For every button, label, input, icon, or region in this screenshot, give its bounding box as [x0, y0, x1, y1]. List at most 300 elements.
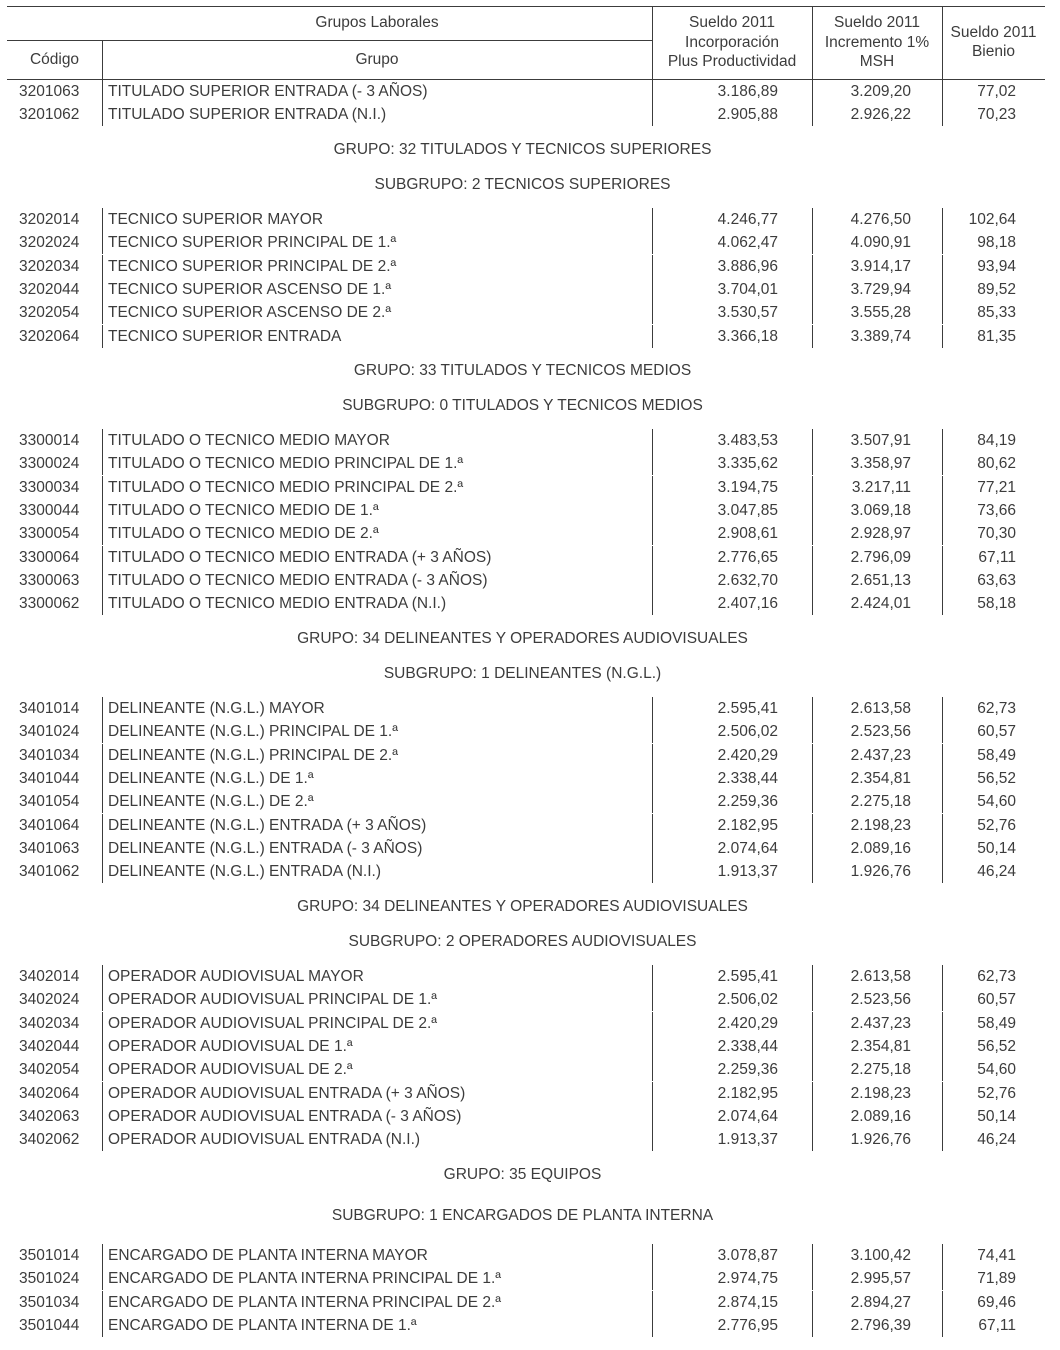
column-divider — [942, 592, 943, 615]
cell-sueldo-incremento: 3.729,94 — [850, 280, 911, 298]
cell-sueldo-incremento: 2.275,18 — [850, 793, 911, 811]
column-divider — [942, 837, 943, 860]
column-divider — [812, 1314, 813, 1337]
cell-sueldo-incorporacion: 2.506,02 — [717, 723, 778, 741]
column-divider — [812, 837, 813, 860]
column-divider — [942, 255, 943, 278]
column-divider — [942, 1105, 943, 1128]
cell-name: OPERADOR AUDIOVISUAL ENTRADA (N.I.) — [108, 1131, 421, 1149]
column-divider — [942, 522, 943, 545]
table-row — [0, 1291, 1060, 1314]
column-divider — [942, 1012, 943, 1035]
cell-name: DELINEANTE (N.G.L.) PRINCIPAL DE 1.ª — [108, 723, 398, 741]
column-divider — [812, 546, 813, 569]
cell-code: 3202014 — [19, 211, 80, 228]
header-col2-line2: Incremento 1% — [824, 34, 930, 51]
column-divider — [652, 1267, 653, 1290]
column-divider — [102, 720, 103, 743]
column-divider — [812, 988, 813, 1011]
column-divider — [812, 522, 813, 545]
table-row — [0, 720, 1060, 743]
column-divider — [102, 860, 103, 883]
cell-name: DELINEANTE (N.G.L.) ENTRADA (N.I.) — [108, 863, 382, 881]
header-grupo: Grupo — [355, 51, 399, 68]
column-divider — [652, 255, 653, 278]
cell-sueldo-incremento: 2.354,81 — [850, 1037, 911, 1055]
cell-sueldo-incorporacion: 3.335,62 — [717, 455, 778, 473]
column-divider — [812, 1105, 813, 1128]
column-divider — [652, 814, 653, 837]
column-divider — [102, 837, 103, 860]
cell-name: TECNICO SUPERIOR PRINCIPAL DE 2.ª — [108, 257, 397, 275]
cell-code: 3300064 — [19, 548, 80, 566]
cell-sueldo-incremento: 3.555,28 — [850, 304, 911, 322]
table-row — [0, 790, 1060, 813]
column-divider — [942, 767, 943, 790]
cell-sueldo-incremento: 2.796,39 — [850, 1316, 911, 1334]
column-divider — [652, 1035, 653, 1058]
cell-name: TITULADO O TECNICO MEDIO ENTRADA (+ 3 AÑOS) — [108, 548, 492, 566]
cell-sueldo-bienio: 74,41 — [977, 1247, 1016, 1264]
table-row — [0, 452, 1060, 475]
cell-sueldo-incremento: 1.926,76 — [850, 863, 911, 881]
table-row — [0, 476, 1060, 499]
column-divider — [942, 1267, 943, 1290]
column-divider — [652, 499, 653, 522]
column-divider — [102, 546, 103, 569]
cell-sueldo-incorporacion: 2.776,65 — [717, 548, 778, 566]
cell-code: 3300044 — [19, 501, 80, 519]
cell-code: 3202054 — [19, 304, 80, 322]
cell-code: 3202034 — [19, 257, 80, 275]
cell-sueldo-bienio: 67,11 — [978, 548, 1016, 566]
cell-sueldo-incorporacion: 3.366,18 — [717, 327, 778, 345]
column-divider — [102, 744, 103, 767]
table-row — [0, 1267, 1060, 1290]
column-divider — [812, 1012, 813, 1035]
column-divider — [102, 814, 103, 837]
cell-sueldo-incremento: 3.358,97 — [850, 455, 911, 473]
cell-sueldo-bienio: 52,76 — [977, 816, 1016, 834]
column-divider — [812, 790, 813, 813]
column-divider — [102, 429, 103, 452]
column-divider — [942, 860, 943, 883]
column-divider — [812, 1244, 813, 1267]
column-divider — [942, 744, 943, 767]
column-divider — [652, 860, 653, 883]
column-divider — [652, 325, 653, 348]
column-divider — [812, 1058, 813, 1081]
column-divider — [652, 1105, 653, 1128]
column-divider — [812, 429, 813, 452]
column-divider — [942, 965, 943, 988]
table-row — [0, 1082, 1060, 1105]
cell-sueldo-incorporacion: 3.047,85 — [717, 501, 778, 519]
cell-sueldo-incremento: 3.507,91 — [850, 432, 911, 449]
cell-name: ENCARGADO DE PLANTA INTERNA PRINCIPAL DE 2.ª — [108, 1293, 502, 1311]
cell-sueldo-bienio: 69,46 — [977, 1293, 1016, 1311]
cell-sueldo-bienio: 77,02 — [977, 83, 1016, 100]
column-divider — [812, 1291, 813, 1314]
table-row — [0, 1128, 1060, 1151]
column-divider — [652, 988, 653, 1011]
cell-sueldo-incorporacion: 2.595,41 — [717, 968, 778, 985]
cell-sueldo-incremento: 2.995,57 — [850, 1270, 911, 1288]
cell-sueldo-incorporacion: 2.182,95 — [717, 816, 778, 834]
column-divider — [812, 231, 813, 254]
column-divider — [812, 720, 813, 743]
cell-sueldo-incremento: 2.651,13 — [850, 571, 911, 589]
column-divider — [652, 837, 653, 860]
table-row — [0, 592, 1060, 615]
column-divider — [102, 1082, 103, 1105]
cell-sueldo-incremento: 2.424,01 — [850, 595, 911, 613]
column-divider — [942, 1291, 943, 1314]
column-divider — [102, 476, 103, 499]
cell-sueldo-incorporacion: 3.886,96 — [717, 257, 778, 275]
column-divider — [812, 814, 813, 837]
cell-sueldo-bienio: 58,49 — [977, 746, 1016, 764]
cell-sueldo-incorporacion: 2.632,70 — [717, 571, 778, 589]
cell-name: DELINEANTE (N.G.L.) DE 2.ª — [108, 793, 314, 811]
cell-sueldo-bienio: 85,33 — [977, 304, 1016, 322]
table-row — [0, 569, 1060, 592]
cell-code: 3300014 — [19, 432, 80, 449]
column-divider — [652, 1314, 653, 1337]
cell-code: 3402064 — [19, 1084, 80, 1102]
column-divider — [102, 1035, 103, 1058]
table-row — [0, 546, 1060, 569]
cell-sueldo-incremento: 3.217,11 — [851, 478, 911, 496]
cell-sueldo-incremento: 2.523,56 — [850, 991, 911, 1009]
group-title: GRUPO: 34 DELINEANTES Y OPERADORES AUDIOVISUALES — [297, 630, 748, 647]
column-divider — [102, 325, 103, 348]
cell-name: DELINEANTE (N.G.L.) PRINCIPAL DE 2.ª — [108, 746, 398, 764]
column-divider — [102, 1128, 103, 1151]
cell-code: 3402034 — [19, 1014, 80, 1032]
cell-code: 3402054 — [19, 1061, 80, 1079]
table-row — [0, 1314, 1060, 1337]
cell-code: 3402063 — [19, 1107, 80, 1125]
cell-sueldo-incorporacion: 2.595,41 — [717, 700, 778, 717]
cell-sueldo-incorporacion: 2.420,29 — [717, 746, 778, 764]
column-divider — [812, 744, 813, 767]
column-divider — [812, 592, 813, 615]
column-divider — [652, 697, 653, 720]
cell-code: 3501044 — [19, 1316, 80, 1334]
column-divider — [652, 592, 653, 615]
cell-code: 3501014 — [19, 1247, 80, 1264]
cell-sueldo-incorporacion: 2.338,44 — [717, 769, 778, 787]
cell-code: 3201063 — [19, 83, 80, 100]
column-divider — [652, 1291, 653, 1314]
cell-sueldo-incremento: 3.389,74 — [850, 327, 911, 345]
cell-sueldo-incremento: 2.198,23 — [850, 1084, 911, 1102]
column-divider — [812, 452, 813, 475]
cell-name: ENCARGADO DE PLANTA INTERNA DE 1.ª — [108, 1316, 417, 1334]
cell-name: OPERADOR AUDIOVISUAL MAYOR — [108, 968, 364, 985]
cell-name: OPERADOR AUDIOVISUAL PRINCIPAL DE 2.ª — [108, 1014, 438, 1032]
table-row — [0, 965, 1060, 988]
cell-name: TITULADO O TECNICO MEDIO PRINCIPAL DE 2.ª — [108, 478, 464, 496]
column-divider — [102, 499, 103, 522]
cell-sueldo-bienio: 50,14 — [977, 839, 1016, 857]
column-divider — [942, 208, 943, 231]
column-divider — [652, 767, 653, 790]
table-row — [0, 1012, 1060, 1035]
column-divider — [942, 546, 943, 569]
column-divider — [652, 278, 653, 301]
cell-code: 3300054 — [19, 525, 80, 543]
column-divider — [812, 103, 813, 126]
column-divider — [102, 1105, 103, 1128]
cell-code: 3201062 — [19, 106, 80, 124]
cell-sueldo-incremento: 2.275,18 — [850, 1061, 911, 1079]
cell-sueldo-incremento: 2.926,22 — [850, 106, 911, 124]
cell-sueldo-incremento: 2.928,97 — [850, 525, 911, 543]
cell-sueldo-incremento: 2.089,16 — [850, 839, 911, 857]
cell-sueldo-incremento: 2.613,58 — [850, 968, 911, 985]
cell-code: 3501034 — [19, 1293, 80, 1311]
table-row — [0, 837, 1060, 860]
cell-name: DELINEANTE (N.G.L.) ENTRADA (- 3 AÑOS) — [108, 839, 423, 857]
column-divider — [102, 255, 103, 278]
column-divider — [652, 1012, 653, 1035]
cell-sueldo-incremento: 4.276,50 — [850, 211, 911, 228]
cell-code: 3401014 — [19, 700, 80, 717]
cell-sueldo-bienio: 56,52 — [977, 1037, 1016, 1055]
table-row — [0, 255, 1060, 278]
column-divider — [942, 1058, 943, 1081]
column-divider — [652, 522, 653, 545]
cell-name: ENCARGADO DE PLANTA INTERNA PRINCIPAL DE 1.ª — [108, 1270, 502, 1288]
column-divider — [942, 697, 943, 720]
column-divider — [812, 325, 813, 348]
table-row — [0, 988, 1060, 1011]
cell-name: TECNICO SUPERIOR PRINCIPAL DE 1.ª — [108, 234, 397, 252]
cell-name: TITULADO O TECNICO MEDIO MAYOR — [108, 432, 390, 449]
cell-sueldo-incorporacion: 4.246,77 — [717, 211, 778, 228]
column-divider — [942, 499, 943, 522]
column-divider — [652, 1082, 653, 1105]
column-divider — [102, 1267, 103, 1290]
cell-sueldo-bienio: 58,49 — [977, 1014, 1016, 1032]
column-divider — [652, 546, 653, 569]
cell-sueldo-incremento: 1.926,76 — [850, 1131, 911, 1149]
cell-sueldo-incremento: 2.354,81 — [850, 769, 911, 787]
table-row — [0, 522, 1060, 545]
column-divider — [942, 569, 943, 592]
group-title: GRUPO: 32 TITULADOS Y TECNICOS SUPERIORES — [333, 141, 712, 158]
cell-code: 3401034 — [19, 746, 80, 764]
cell-sueldo-incorporacion: 2.407,16 — [717, 595, 778, 613]
cell-sueldo-incorporacion: 3.704,01 — [717, 280, 778, 298]
cell-sueldo-incorporacion: 1.913,37 — [717, 1131, 778, 1149]
cell-sueldo-bienio: 63,63 — [977, 571, 1016, 589]
column-divider — [942, 278, 943, 301]
column-divider — [652, 744, 653, 767]
column-divider — [942, 476, 943, 499]
table-row — [0, 860, 1060, 883]
cell-code: 3202064 — [19, 327, 80, 345]
cell-code: 3401054 — [19, 793, 80, 811]
cell-sueldo-bienio: 50,14 — [977, 1107, 1016, 1125]
header-grupos-laborales: Grupos Laborales — [315, 14, 439, 31]
column-divider — [652, 429, 653, 452]
column-divider — [942, 301, 943, 324]
column-divider — [652, 208, 653, 231]
column-divider — [652, 1128, 653, 1151]
column-divider — [942, 1082, 943, 1105]
cell-sueldo-incorporacion: 2.974,75 — [717, 1270, 778, 1288]
column-divider — [652, 1058, 653, 1081]
header-col2-line1: Sueldo 2011 — [834, 14, 920, 31]
column-divider — [812, 860, 813, 883]
cell-sueldo-incorporacion: 2.259,36 — [717, 793, 778, 811]
cell-sueldo-incremento: 3.209,20 — [850, 83, 911, 100]
column-divider — [102, 1058, 103, 1081]
cell-code: 3300062 — [19, 595, 80, 613]
cell-name: TITULADO O TECNICO MEDIO ENTRADA (- 3 AÑOS) — [108, 571, 488, 589]
cell-sueldo-incremento: 2.523,56 — [850, 723, 911, 741]
table-row — [0, 1058, 1060, 1081]
header-col2-line3: MSH — [859, 53, 895, 70]
column-divider — [102, 790, 103, 813]
column-divider — [942, 720, 943, 743]
table-row — [0, 1105, 1060, 1128]
cell-name: OPERADOR AUDIOVISUAL ENTRADA (- 3 AÑOS) — [108, 1107, 462, 1125]
column-divider — [812, 697, 813, 720]
column-divider — [652, 452, 653, 475]
column-divider — [942, 429, 943, 452]
column-divider — [102, 965, 103, 988]
column-divider — [812, 499, 813, 522]
cell-sueldo-incremento: 2.198,23 — [850, 816, 911, 834]
column-divider — [102, 278, 103, 301]
cell-name: ENCARGADO DE PLANTA INTERNA MAYOR — [108, 1247, 428, 1264]
column-divider — [652, 476, 653, 499]
header-col1-line1: Sueldo 2011 — [689, 14, 775, 31]
cell-code: 3402062 — [19, 1131, 80, 1149]
cell-sueldo-bienio: 70,30 — [977, 525, 1016, 543]
column-divider — [652, 790, 653, 813]
cell-sueldo-bienio: 80,62 — [977, 455, 1016, 473]
table-row — [0, 499, 1060, 522]
cell-name: TITULADO O TECNICO MEDIO DE 2.ª — [108, 525, 379, 543]
column-divider — [652, 231, 653, 254]
cell-name: TITULADO O TECNICO MEDIO PRINCIPAL DE 1.ª — [108, 455, 464, 473]
cell-sueldo-bienio: 93,94 — [977, 257, 1016, 275]
column-divider — [812, 1035, 813, 1058]
cell-name: TECNICO SUPERIOR ASCENSO DE 2.ª — [108, 304, 392, 322]
cell-sueldo-incorporacion: 3.078,87 — [717, 1247, 778, 1264]
column-divider — [812, 255, 813, 278]
cell-sueldo-incremento: 2.796,09 — [850, 548, 911, 566]
table-row — [0, 208, 1060, 231]
table-row — [0, 429, 1060, 452]
cell-sueldo-bienio: 77,21 — [977, 478, 1016, 496]
cell-code: 3402014 — [19, 968, 80, 985]
table-row — [0, 301, 1060, 324]
cell-sueldo-incremento: 3.069,18 — [850, 501, 911, 519]
header-col1-line3: Plus Productividad — [667, 53, 797, 70]
column-divider — [102, 1244, 103, 1267]
column-divider — [102, 231, 103, 254]
cell-code: 3300063 — [19, 571, 80, 589]
cell-name: DELINEANTE (N.G.L.) MAYOR — [108, 700, 325, 717]
cell-sueldo-incorporacion: 3.186,89 — [717, 83, 778, 100]
cell-sueldo-incremento: 2.437,23 — [850, 1014, 911, 1032]
column-divider — [812, 80, 813, 103]
table-row — [0, 767, 1060, 790]
cell-sueldo-bienio: 89,52 — [977, 280, 1016, 298]
cell-name: TITULADO SUPERIOR ENTRADA (- 3 AÑOS) — [108, 83, 428, 100]
subgroup-title: SUBGRUPO: 1 DELINEANTES (N.G.L.) — [383, 665, 662, 682]
cell-sueldo-incorporacion: 3.194,75 — [717, 478, 778, 496]
subgroup-title: SUBGRUPO: 0 TITULADOS Y TECNICOS MEDIOS — [342, 397, 703, 414]
cell-sueldo-incorporacion: 2.338,44 — [717, 1037, 778, 1055]
cell-sueldo-bienio: 67,11 — [978, 1316, 1016, 1334]
cell-code: 3401044 — [19, 769, 80, 787]
column-divider — [102, 522, 103, 545]
cell-name: TECNICO SUPERIOR ENTRADA — [108, 327, 342, 345]
header-col1-line2: Incorporación — [685, 34, 779, 51]
cell-sueldo-bienio: 60,57 — [977, 991, 1016, 1009]
column-divider — [812, 1267, 813, 1290]
cell-code: 3501024 — [19, 1270, 80, 1288]
column-divider — [812, 301, 813, 324]
table-row — [0, 325, 1060, 348]
column-divider — [652, 1244, 653, 1267]
cell-sueldo-bienio: 73,66 — [977, 501, 1016, 519]
column-divider — [942, 988, 943, 1011]
header-col3-line1: Sueldo 2011 — [950, 24, 1037, 41]
cell-sueldo-bienio: 60,57 — [977, 723, 1016, 741]
column-divider — [812, 767, 813, 790]
column-divider — [812, 1128, 813, 1151]
column-divider — [942, 1244, 943, 1267]
cell-sueldo-incremento: 4.090,91 — [850, 234, 911, 252]
column-divider — [652, 965, 653, 988]
column-divider — [812, 965, 813, 988]
column-divider — [942, 1128, 943, 1151]
cell-name: TITULADO O TECNICO MEDIO ENTRADA (N.I.) — [108, 595, 447, 613]
cell-code: 3402044 — [19, 1037, 80, 1055]
header-codigo: Código — [29, 51, 80, 68]
cell-code: 3401064 — [19, 816, 80, 834]
cell-name: DELINEANTE (N.G.L.) ENTRADA (+ 3 AÑOS) — [108, 816, 427, 834]
column-divider — [102, 767, 103, 790]
column-divider — [942, 790, 943, 813]
table-row — [0, 278, 1060, 301]
table-row — [0, 744, 1060, 767]
column-divider — [812, 569, 813, 592]
cell-sueldo-bienio: 46,24 — [977, 863, 1016, 881]
cell-sueldo-incremento: 2.089,16 — [850, 1107, 911, 1125]
table-row — [0, 1244, 1060, 1267]
column-divider — [652, 720, 653, 743]
cell-sueldo-incorporacion: 2.074,64 — [717, 839, 778, 857]
column-divider — [102, 697, 103, 720]
cell-sueldo-incorporacion: 2.908,61 — [717, 525, 778, 543]
cell-sueldo-incorporacion: 2.074,64 — [717, 1107, 778, 1125]
column-divider — [812, 208, 813, 231]
cell-name: TITULADO O TECNICO MEDIO DE 1.ª — [108, 501, 379, 519]
cell-code: 3401063 — [19, 839, 80, 857]
column-divider — [102, 1314, 103, 1337]
column-divider — [102, 592, 103, 615]
group-title: GRUPO: 35 EQUIPOS — [443, 1166, 602, 1183]
